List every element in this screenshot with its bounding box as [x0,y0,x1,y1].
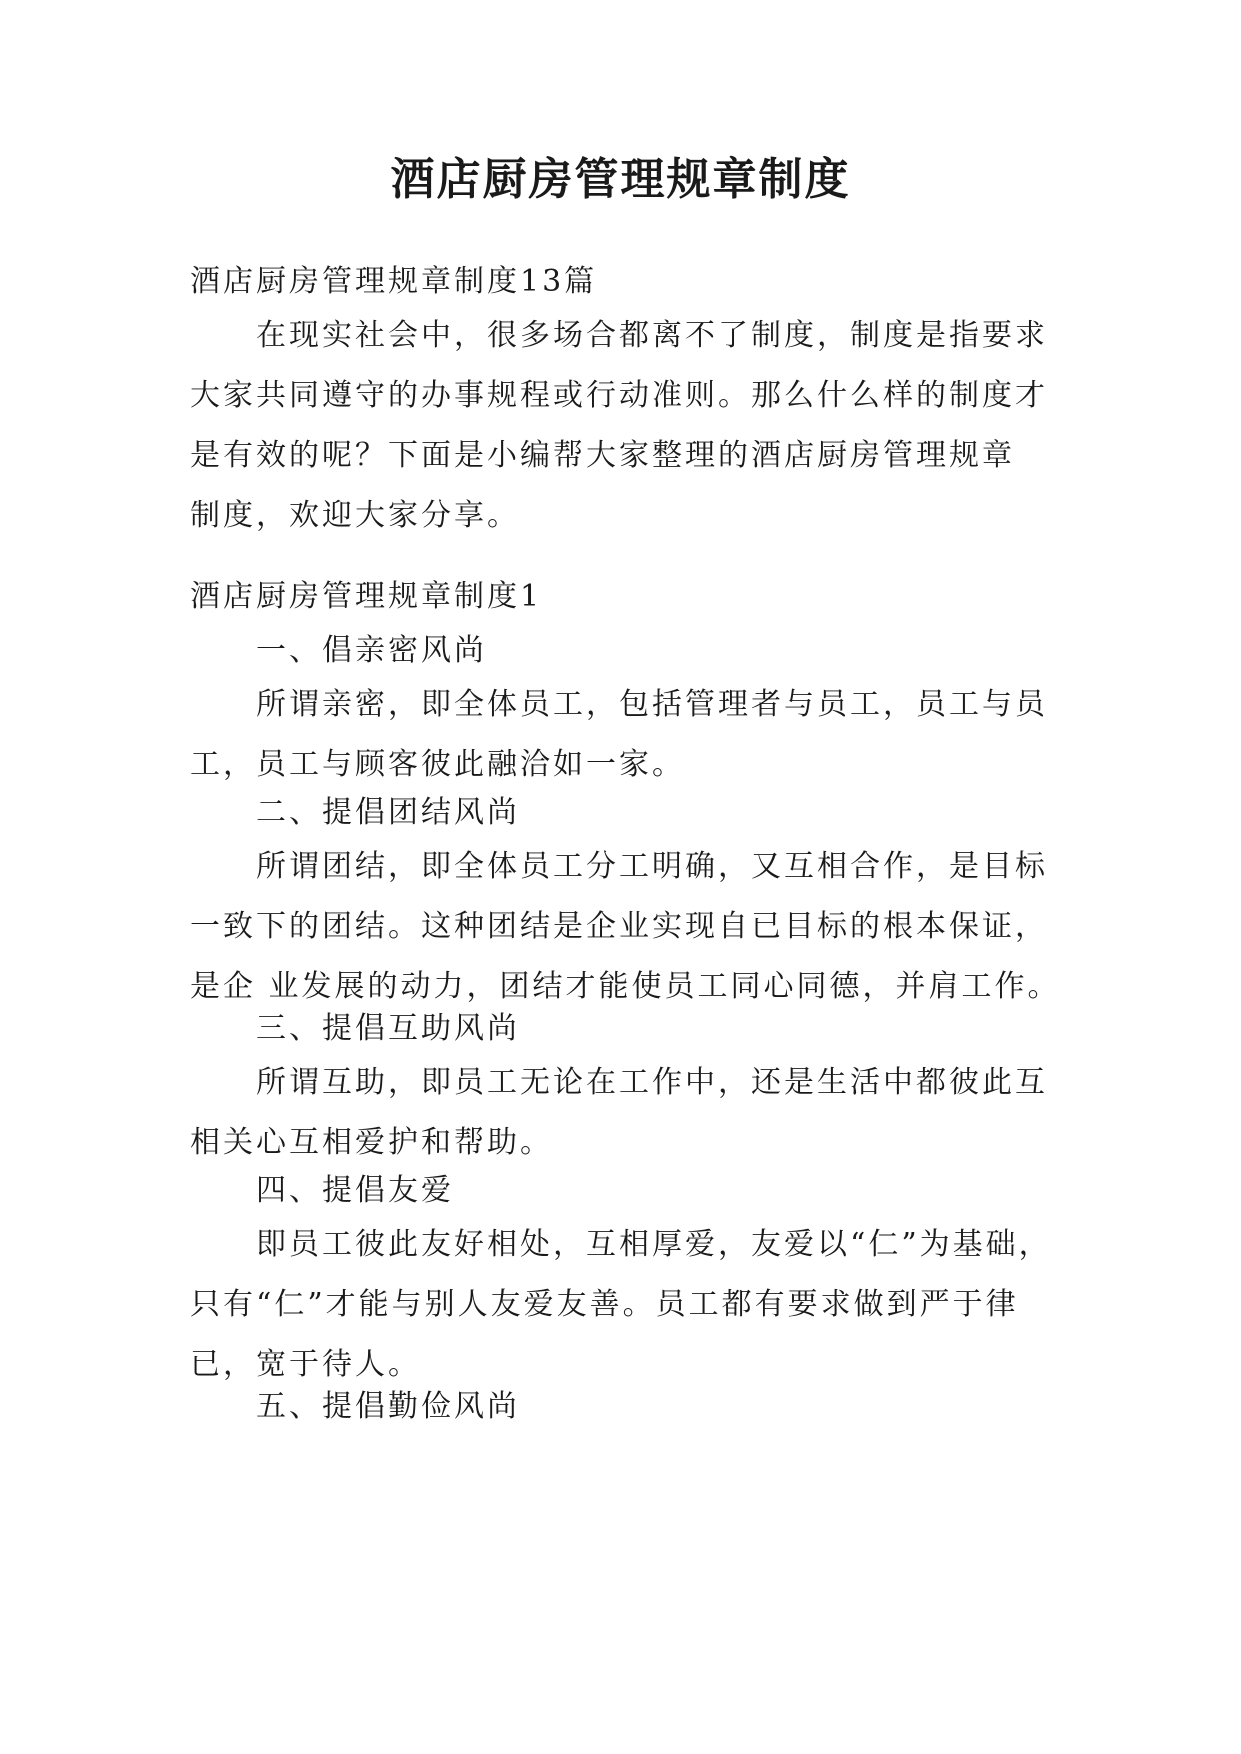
paragraph-line: 即员工彼此友好相处，互相厚爱，友爱以“仁”为基础， [256,1227,1052,1262]
heading-4: 四、提倡友爱 [256,1173,454,1208]
paragraph-4 [190,1215,1052,1395]
paragraph-2 [190,837,1061,1017]
paragraph-line: 是企 业发展的动力，团结才能使员工同心同德，并肩工作。 [190,969,1061,1004]
paragraph-line: 工，员工与顾客彼此融洽如一家。 [190,747,685,782]
heading-1: 一、倡亲密风尚 [256,633,487,668]
paragraph-line: 在现实社会中，很多场合都离不了制度，制度是指要求 [256,318,1048,353]
paragraph-line: 大家共同遵守的办事规程或行动准则。那么什么样的制度才 [190,378,1048,413]
paragraph-line: 所谓互助，即员工无论在工作中，还是生活中都彼此互 [256,1065,1048,1100]
heading-2: 二、提倡团结风尚 [256,795,520,830]
paragraph-line: 制度，欢迎大家分享。 [190,498,520,533]
heading-5: 五、提倡勤俭风尚 [256,1389,520,1424]
paragraph-line: 是有效的呢？下面是小编帮大家整理的酒店厨房管理规章 [190,438,1015,473]
paragraph-1 [190,675,1052,795]
paragraph-line: 只有“仁”才能与别人友爱友善。员工都有要求做到严于律 [190,1287,1019,1322]
paragraph-line: 所谓亲密，即全体员工，包括管理者与员工，员工与员 [256,687,1048,722]
paragraph-3 [190,1053,1052,1173]
paragraph-line: 相关心互相爱护和帮助。 [190,1125,553,1160]
section-title: 酒店厨房管理规章制度1 [190,579,543,614]
paragraph-line: 一致下的团结。这种团结是企业实现自已目标的根本保证， [190,909,1048,944]
document-title: 酒店厨房管理规章制度 [390,154,851,205]
intro-paragraph [190,306,1052,546]
paragraph-line: 已，宽于待人。 [190,1347,421,1382]
paragraph-line: 所谓团结，即全体员工分工明确，又互相合作，是目标 [256,849,1048,884]
heading-3: 三、提倡互助风尚 [256,1011,520,1046]
document-subtitle: 酒店厨房管理规章制度13篇 [190,264,598,299]
